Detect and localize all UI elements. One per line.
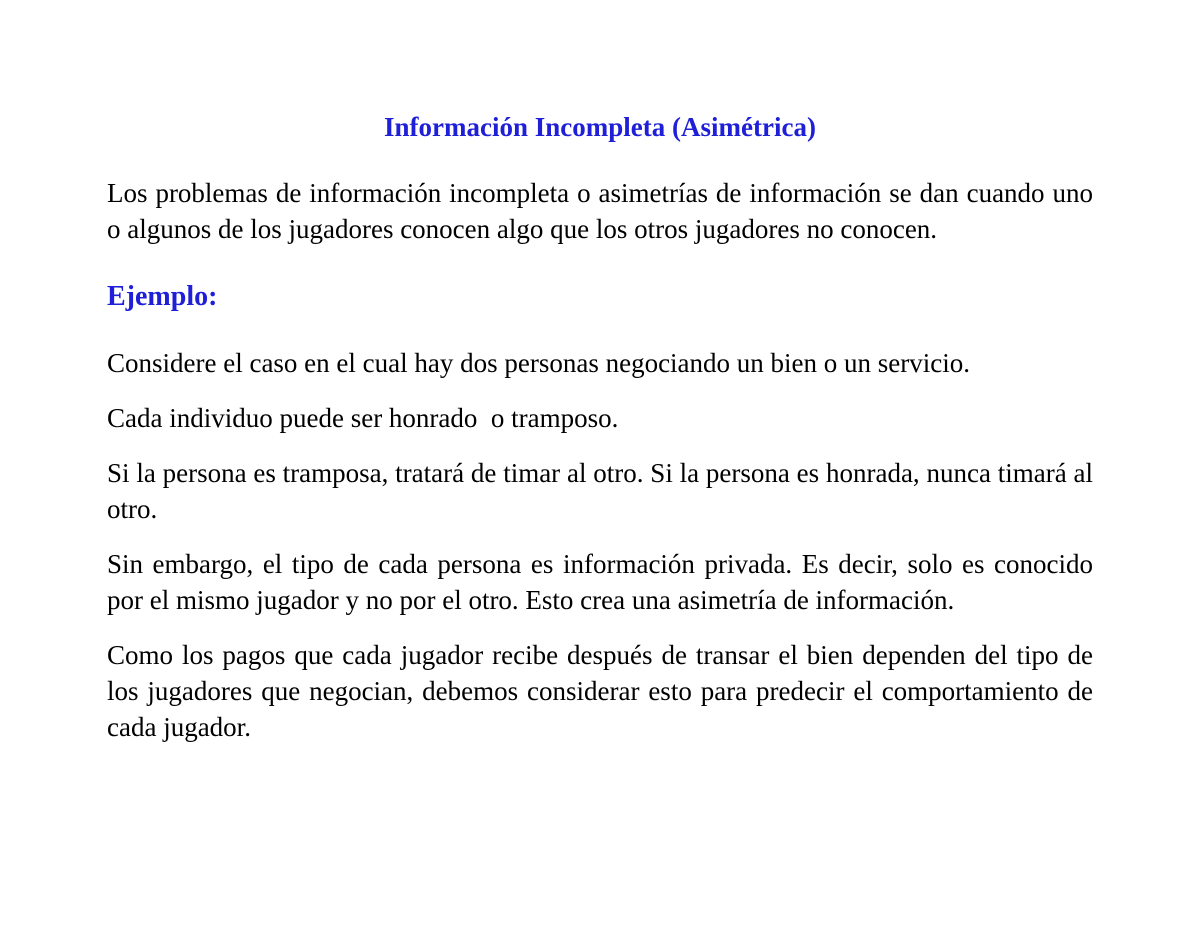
example-paragraph-2: Cada individuo puede ser honrado o tramposo. bbox=[107, 403, 619, 433]
document-page bbox=[107, 109, 1093, 764]
intro-paragraph: Los problemas de información incompleta o asimetrías de información se dan cuando uno o algunos de los jugadores conocen algo que los otros jugadores no conocen. bbox=[107, 178, 1093, 244]
example-paragraph-3: Si la persona es tramposa, tratará de timar al otro. Si la persona es honrada, nunca timará al otro. bbox=[107, 458, 1093, 524]
example-paragraph-5: Como los pagos que cada jugador recibe después de transar el bien dependen del tipo de los jugadores que negocian, debemos considerar esto para predecir el comportamiento de cada jugador. bbox=[107, 640, 1093, 742]
example-heading: Ejemplo: bbox=[107, 281, 218, 312]
document-title: Información Incompleta (Asimétrica) bbox=[384, 112, 816, 142]
example-paragraph-1: Considere el caso en el cual hay dos personas negociando un bien o un servicio. bbox=[107, 348, 970, 378]
example-paragraph-4: Sin embargo, el tipo de cada persona es información privada. Es decir, solo es conocido por el mismo jugador y no por el otro. Esto crea una asimetría de información. bbox=[107, 549, 1093, 615]
